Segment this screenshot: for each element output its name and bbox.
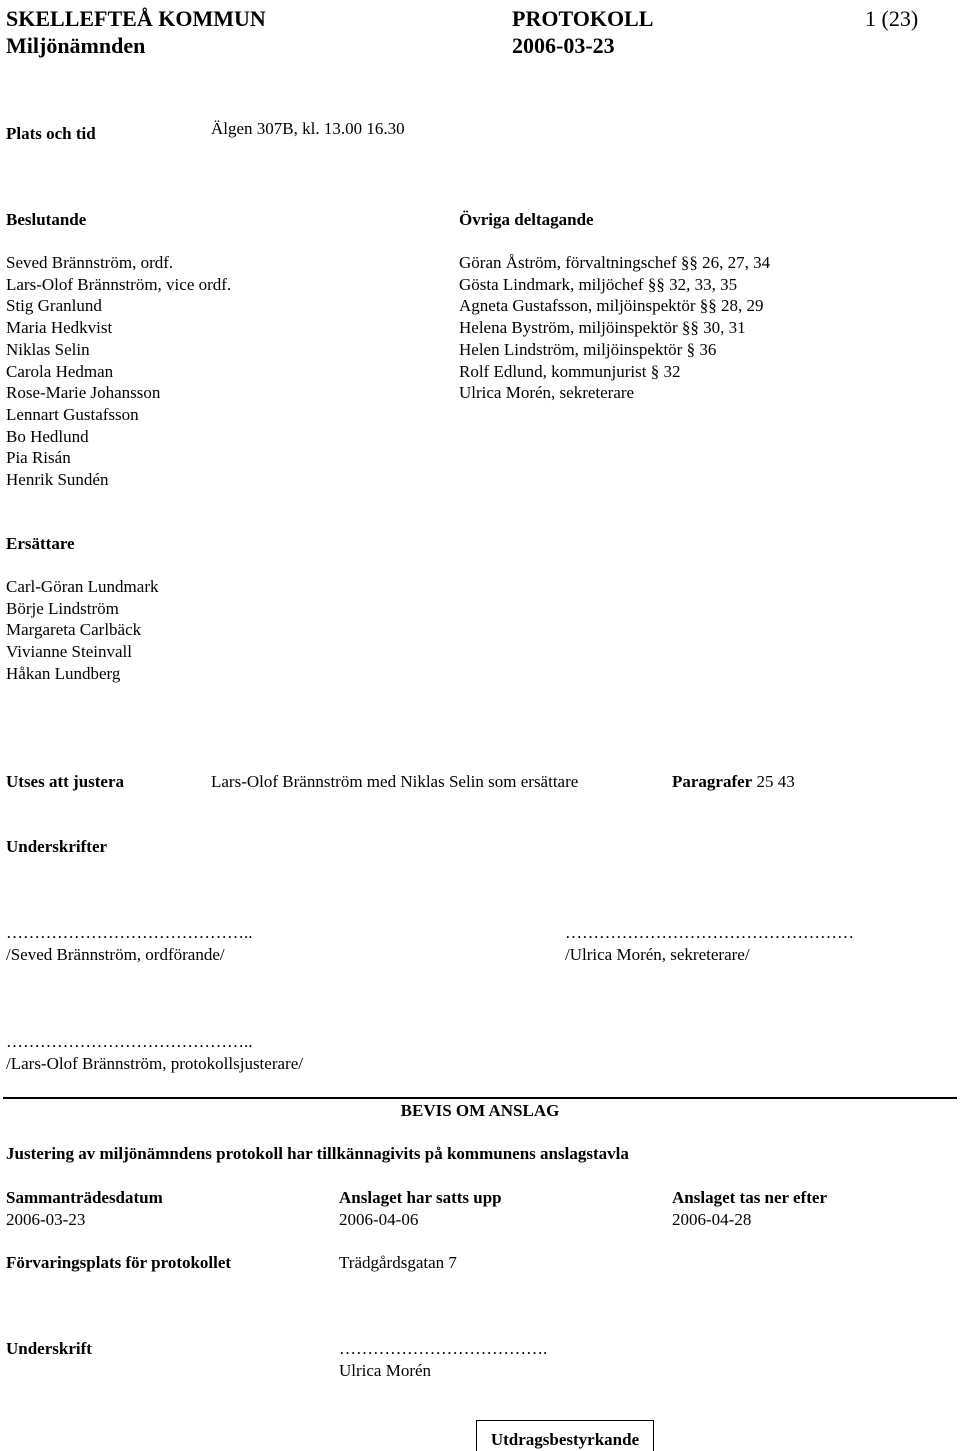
signature-label: Underskrift — [6, 1339, 92, 1358]
paragraphs — [672, 773, 795, 790]
list-item: Göran Åström, förvaltningschef §§ 26, 27, 34 — [459, 253, 771, 272]
list-item: Helen Lindström, miljöinspektör § 36 — [459, 339, 717, 359]
signature-name: Ulrica Morén — [339, 1361, 432, 1380]
list-item: Rose-Marie Johansson — [6, 383, 161, 403]
list-item: Rolf Edlund, kommunjurist § 32 — [459, 361, 681, 381]
list-item: Henrik Sundén — [6, 470, 109, 490]
meeting-date-label: Sammanträdesdatum — [6, 1188, 163, 1207]
list-item: Gösta Lindmark, miljöchef §§ 32, 33, 35 — [459, 274, 738, 294]
list-item: Agneta Gustafsson, miljöinspektör §§ 28, 29 — [459, 296, 764, 316]
list-item: Helena Byström, miljöinspektör §§ 30, 31 — [459, 318, 746, 338]
meeting-date-value: 2006-03-23 — [6, 1210, 86, 1229]
removed-label: Anslaget tas ner efter — [672, 1188, 828, 1207]
substitutes-heading: Ersättare — [6, 534, 75, 553]
others-list — [459, 252, 770, 404]
posted-label: Anslaget har satts upp — [339, 1188, 502, 1207]
municipality-name: SKELLEFTEÅ KOMMUN — [6, 6, 266, 31]
signature-line: ………………………………. — [339, 1339, 548, 1358]
list-item: Ulrica Morén, sekreterare — [459, 383, 635, 403]
deciding-heading: Beslutande — [6, 210, 87, 229]
list-item: Vivianne Steinvall — [6, 642, 132, 662]
signatures-heading: Underskrifter — [6, 837, 108, 856]
board-name: Miljönämnden — [6, 33, 146, 58]
paragraphs-label: Paragrafer — [672, 772, 753, 791]
list-item: Maria Hedkvist — [6, 318, 113, 338]
place-time-label: Plats och tid — [6, 124, 96, 143]
list-item: Håkan Lundberg — [6, 663, 121, 683]
notice-statement: Justering av miljönämndens protokoll har tillkännagivits på kommunens anslagstavla — [6, 1144, 629, 1163]
signature-chair: /Seved Brännström, ordförande/ — [6, 945, 225, 964]
storage-label: Förvaringsplats för protokollet — [6, 1253, 232, 1272]
others-heading: Övriga deltagande — [459, 210, 594, 229]
page-number: 1 (23) — [865, 6, 919, 31]
signature-line: …………………………………………… — [565, 923, 854, 942]
signature-adjuster: /Lars-Olof Brännström, protokollsjusterare/ — [6, 1054, 303, 1073]
list-item: Lennart Gustafsson — [6, 404, 139, 424]
adjust-value: Lars-Olof Brännström med Niklas Selin som ersättare — [211, 772, 579, 791]
adjust-label: Utses att justera — [6, 772, 125, 791]
list-item: Margareta Carlbäck — [6, 620, 142, 640]
divider — [3, 1097, 957, 1099]
storage-value: Trädgårdsgatan 7 — [339, 1253, 457, 1272]
list-item: Seved Brännström, ordf. — [6, 253, 174, 272]
paragraphs-value: 25 43 — [756, 772, 795, 791]
list-item: Börje Lindström — [6, 598, 119, 618]
certification-box — [476, 1420, 654, 1451]
list-item: Pia Risán — [6, 448, 71, 468]
list-item: Bo Hedlund — [6, 426, 89, 446]
certification-label: Utdragsbestyrkande — [490, 1430, 640, 1449]
substitutes-list — [6, 576, 158, 685]
list-item: Stig Granlund — [6, 296, 102, 316]
removed-date: 2006-04-28 — [672, 1210, 752, 1229]
place-time-value: Älgen 307B, kl. 13.00 16.30 — [211, 119, 405, 138]
meeting-date: 2006-03-23 — [512, 33, 615, 58]
signature-secretary: /Ulrica Morén, sekreterare/ — [565, 945, 750, 964]
notice-heading: BEVIS OM ANSLAG — [400, 1101, 560, 1120]
list-item: Niklas Selin — [6, 339, 90, 359]
list-item: Carola Hedman — [6, 361, 114, 381]
document-type: PROTOKOLL — [512, 6, 654, 31]
posted-date: 2006-04-06 — [339, 1210, 419, 1229]
signature-line: …………………………………….. — [6, 1032, 253, 1051]
deciding-list — [6, 252, 231, 491]
list-item: Lars-Olof Brännström, vice ordf. — [6, 274, 232, 294]
list-item: Carl-Göran Lundmark — [6, 577, 159, 596]
signature-line: …………………………………….. — [6, 923, 253, 942]
